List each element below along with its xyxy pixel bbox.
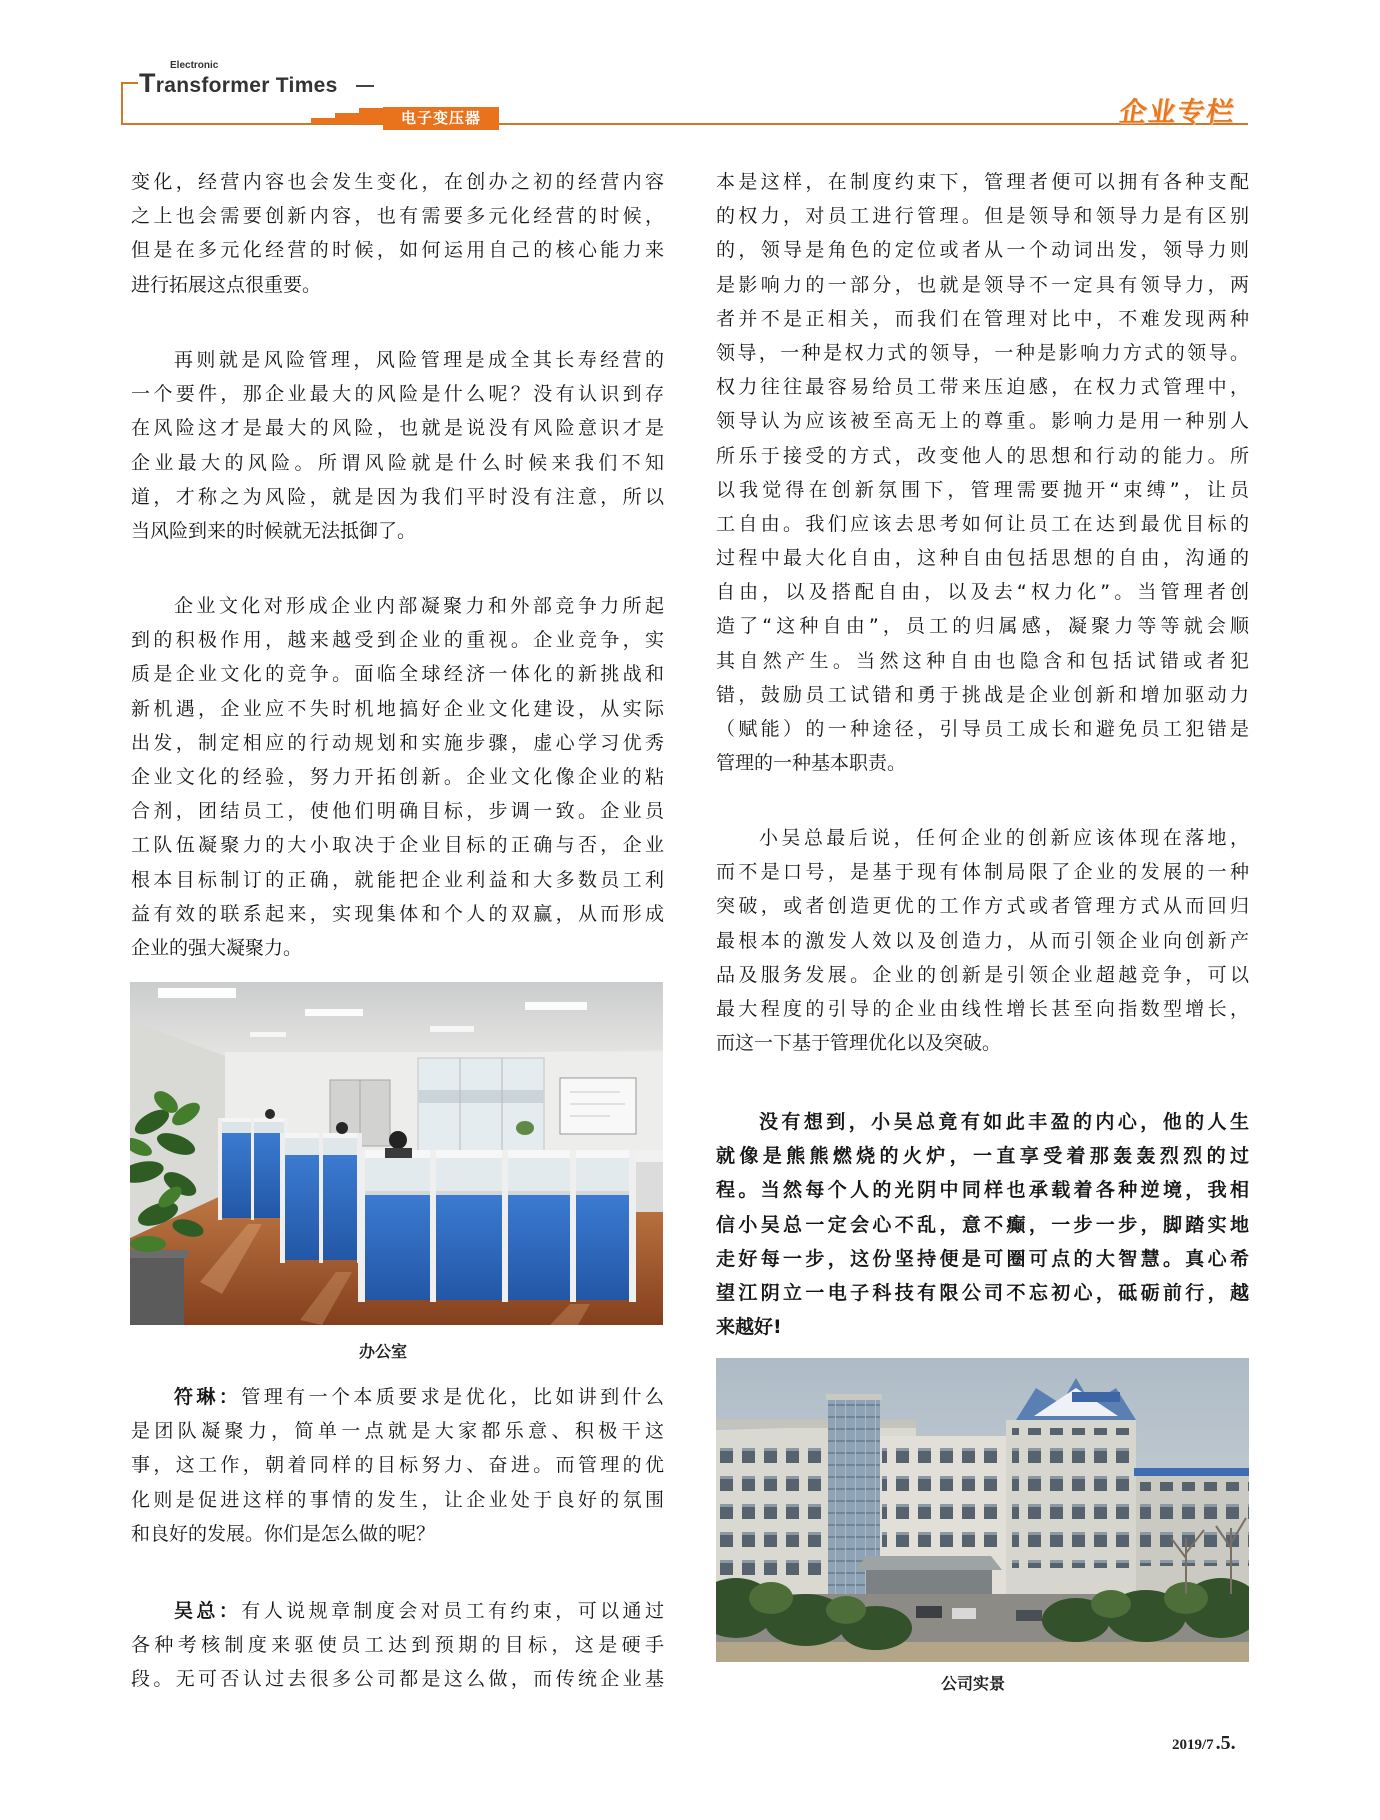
paragraph — [131, 589, 664, 965]
paragraph — [131, 343, 664, 548]
text-line: 其自然产生。当然这种自由也隐含和包括试错或者犯 — [716, 649, 1249, 672]
text-line: 变化，经营内容也会发生变化，在创办之初的经营内容 — [131, 171, 664, 193]
text-line: 在风险这才是最大的风险，也就是说没有风险意识才是 — [131, 417, 664, 440]
text-line: 是影响力的一部分，也就是领导不一定具有领导力，两 — [716, 273, 1249, 296]
line-text: 有人说规章制度会对员工有约束，可以通过 — [241, 1600, 664, 1622]
brand-subtitle: Electronic — [170, 60, 219, 71]
text-line: （赋能）的一种途径，引导员工成长和避免员工犯错是 — [716, 718, 1249, 740]
speaker-name: 吴总： — [174, 1600, 242, 1622]
text-line: 和良好的发展。你们是怎么做的呢？ — [131, 1522, 436, 1545]
text-line: 权力往往最容易给员工带来压迫感，在权力式管理中， — [716, 376, 1249, 399]
text-line: 小吴总最后说，任何企业的创新应该体现在落地， — [759, 827, 1249, 849]
text-line: 程。当然每个人的光阴中同样也承载着各种逆境，我相 — [716, 1179, 1249, 1202]
page-number: .5. — [1215, 1732, 1236, 1754]
text-line: 没有想到，小吴总竟有如此丰盈的内心，他的人生 — [759, 1111, 1249, 1133]
building-photo-caption: 公司实景 — [940, 1674, 1005, 1693]
text-line: 错，鼓励员工试错和勇于挑战是企业创新和增加驱动力 — [716, 683, 1249, 706]
text-line: 到的积极作用，越来越受到企业的重视。企业竞争，实 — [131, 629, 664, 652]
text-line: 进行拓展这点很重要。 — [131, 273, 322, 296]
text-line — [131, 1594, 664, 1628]
text-line: 者并不是正相关，而我们在管理对比中，不难发现两种 — [716, 307, 1249, 330]
page-footer — [1172, 1732, 1236, 1755]
text-line: 事，这工作，朝着同样的目标努力、奋进。而管理的优 — [131, 1454, 664, 1477]
brand-chinese-name: 电子变压器 — [383, 107, 499, 130]
text-line: 品及服务发展。企业的创新是引领企业超越竞争，可以 — [716, 963, 1249, 986]
text-line: 来越好! — [716, 1316, 782, 1339]
text-line: 合剂，团结员工，使他们明确目标，步调一致。企业员 — [131, 800, 664, 823]
text-line: 而不是口号，是基于现有体制局限了企业的发展的一种 — [716, 861, 1249, 884]
text-line: 之上也会需要创新内容，也有需要多元化经营的时候， — [131, 205, 664, 228]
text-line: 造了“这种自由”，员工的归属感，凝聚力等等就会顺 — [716, 615, 1249, 638]
text-line: 最根本的激发人效以及创造力，从而引领企业向创新产 — [716, 929, 1249, 952]
text-line: 根本目标制订的正确，就能把企业利益和大多数员工利 — [131, 868, 664, 891]
paragraph-emphasis — [716, 1105, 1249, 1344]
text-line: 段。无可否认过去很多公司都是这么做，而传统企业基 — [131, 1668, 664, 1691]
paragraph — [716, 165, 1249, 780]
text-line: 是团队凝聚力，简单一点就是大家都乐意、积极干这 — [131, 1420, 664, 1443]
text-line: 管理的一种基本职责。 — [716, 752, 907, 775]
paragraph — [131, 1594, 664, 1697]
text-line: 而这一下基于管理优化以及突破。 — [716, 1032, 1002, 1055]
text-line: 所乐于接受的方式，改变他人的思想和行动的能力。所 — [716, 444, 1249, 467]
text-line: 但是在多元化经营的时候，如何运用自己的核心能力来 — [131, 239, 664, 262]
text-line: 出发，制定相应的行动规划和实施步骤，虚心学习优秀 — [131, 731, 664, 754]
company-building-photo — [716, 1358, 1249, 1662]
text-line: 过程中最大化自由，这种自由包括思想的自由，沟通的 — [716, 547, 1249, 570]
text-line: 化则是促进这样的事情的发生，让企业处于良好的氛围 — [131, 1488, 664, 1511]
paragraph — [131, 1380, 664, 1551]
text-line: 新机遇，企业应不失时机地搞好企业文化建设，从实际 — [131, 697, 664, 720]
text-line: 领导认为应该被至高无上的尊重。影响力是用一种别人 — [716, 410, 1249, 433]
line-text: 管理有一个本质要求是优化，比如讲到什么 — [241, 1386, 664, 1408]
text-line: 的，领导是角色的定位或者从一个动词出发，领导力则 — [716, 239, 1249, 262]
office-photo — [130, 982, 663, 1325]
text-line: 的权力，对员工进行管理。但是领导和领导力是有区别 — [716, 205, 1249, 228]
paragraph — [716, 821, 1249, 1060]
paragraph — [131, 165, 664, 302]
text-line: 领导，一种是权力式的领导，一种是影响力方式的领导。 — [716, 341, 1249, 364]
text-line: 走好每一步，这份坚持便是可圈可点的大智慧。真心希 — [716, 1247, 1249, 1270]
text-line: 最大程度的引导的企业由线性增长甚至向指数型增长， — [716, 997, 1249, 1020]
text-line: 企业最大的风险。所谓风险就是什么时候来我们不知 — [131, 451, 664, 474]
text-line: 各种考核制度来驱使员工达到预期的目标，这是硬手 — [131, 1634, 664, 1657]
text-line: 一个要件，那企业最大的风险是什么呢？没有认识到存 — [131, 383, 664, 406]
office-photo-caption: 办公室 — [358, 1342, 407, 1361]
text-line: 自由，以及搭配自由，以及去“权力化”。当管理者创 — [716, 581, 1249, 604]
brand-title: Transformer Times — [139, 68, 338, 98]
text-line: 就像是熊熊燃烧的火炉，一直享受着那轰轰烈烈的过 — [716, 1145, 1249, 1168]
text-line: 当风险到来的时候就无法抵御了。 — [131, 519, 417, 542]
speaker-name: 符琳： — [174, 1386, 242, 1408]
text-line: 道，才称之为风险，就是因为我们平时没有注意，所以 — [131, 485, 664, 508]
text-line: 企业文化对形成企业内部凝聚力和外部竞争力所起 — [174, 595, 664, 617]
section-title: 企业专栏 — [1117, 97, 1238, 128]
issue-date: 2019/7 — [1172, 1737, 1214, 1753]
text-line: 质是企业文化的竞争。面临全球经济一体化的新挑战和 — [131, 663, 664, 686]
text-line: 益有效的联系起来，实现集体和个人的双赢，从而形成 — [131, 902, 664, 925]
text-line: 望江阴立一电子科技有限公司不忘初心，砥砺前行，越 — [716, 1281, 1249, 1304]
text-line: 工自由。我们应该去思考如何让员工在达到最优目标的 — [716, 512, 1249, 535]
text-line: 企业文化的经验，努力开拓创新。企业文化像企业的粘 — [131, 765, 664, 788]
text-line: 突破，或者创造更优的工作方式或者管理方式从而回归 — [716, 895, 1249, 918]
text-line: 本是这样，在制度约束下，管理者便可以拥有各种支配 — [716, 171, 1249, 193]
text-line: 以我觉得在创新氛围下，管理需要抛开“束缚”，让员 — [716, 478, 1249, 501]
text-line: 工队伍凝聚力的大小取决于企业目标的正确与否，企业 — [131, 834, 664, 857]
text-line: 信小吴总一定会心不乱，意不癫，一步一步，脚踏实地 — [716, 1213, 1249, 1236]
text-line: 企业的强大凝聚力。 — [131, 936, 303, 959]
text-line — [131, 1380, 664, 1414]
text-line: 再则就是风险管理，风险管理是成全其长寿经营的 — [174, 349, 664, 371]
